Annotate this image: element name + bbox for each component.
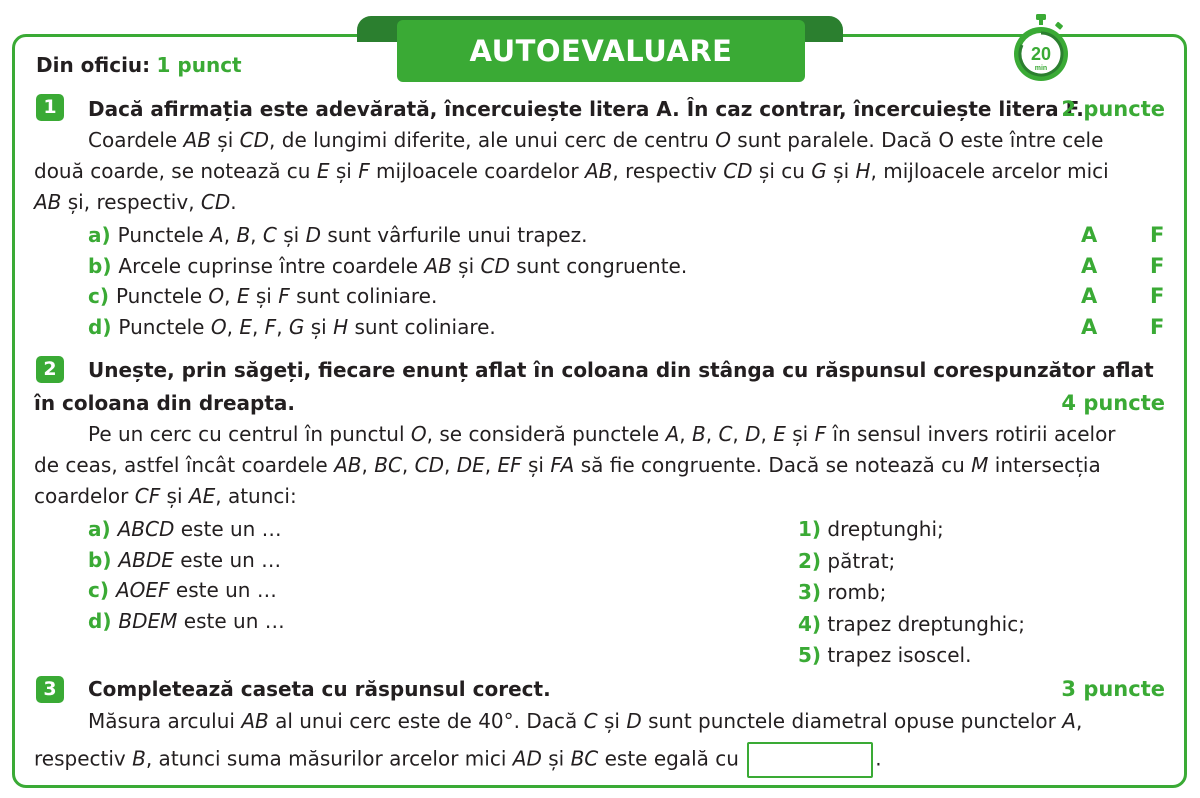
false-option[interactable]: F <box>1150 253 1165 278</box>
answer-item[interactable]: 5) trapez isoscel. <box>798 643 972 667</box>
question-3-points: 3 puncte <box>1061 677 1165 701</box>
question-1-points: 2 puncte <box>1061 97 1165 121</box>
question-3-number: 3 <box>36 676 64 703</box>
true-option[interactable]: A <box>1081 314 1098 339</box>
question-2-text-line2: de ceas, astfel încât coardele AB, BC, CD, DE, EF și FA să fie congruente. Dacă se notează cu M intersecția <box>34 453 1101 477</box>
question-2-points: 4 puncte <box>1061 391 1165 415</box>
question-3-text-line2: respectiv B, atunci suma măsurilor arcelor mici AD și BC este egală cu . <box>34 742 882 778</box>
question-3-text-line1: Măsura arcului AB al unui cerc este de 40°. Dacă C și D sunt punctele diametral opuse punctelor A, <box>88 709 1083 733</box>
question-1-text-line2: două coarde, se notează cu E și F mijloacele coardelor AB, respectiv CD și cu G și H, mijloacele arcelor mici <box>34 159 1109 183</box>
question-1-text-line1: Coardele AB și CD, de lungimi diferite, ale unui cerc de centru O sunt paralele. Dacă O este între cele <box>88 128 1104 152</box>
statement-item[interactable]: c) AOEF este un … <box>88 578 277 602</box>
true-option[interactable]: A <box>1081 223 1098 247</box>
question-2-text-line1: Pe un cerc cu centrul în punctul O, se consideră punctele A, B, C, D, E și F în sensul invers rotirii acelor <box>88 422 1116 446</box>
question-1-number: 1 <box>36 94 64 121</box>
page-title: AUTOEVALUARE <box>397 20 805 82</box>
question-2-instruction-line2: în coloana din dreapta. <box>34 391 296 415</box>
question-2-number: 2 <box>36 356 64 383</box>
question-1-instruction: Dacă afirmația este adevărată, încercuiește litera A. În caz contrar, încercuiește litera F. <box>88 97 1084 121</box>
answer-item[interactable]: 4) trapez dreptunghic; <box>798 611 1025 636</box>
question-1-item: c) Punctele O, E și F sunt coliniare. <box>88 284 438 308</box>
true-option[interactable]: A <box>1081 284 1098 308</box>
statement-item[interactable]: d) BDEM este un … <box>88 608 285 633</box>
false-option[interactable]: F <box>1150 223 1165 247</box>
answer-item[interactable]: 1) dreptunghi; <box>798 517 944 541</box>
question-2-instruction-line1: Unește, prin săgeți, fiecare enunț aflat în coloana din stânga cu răspunsul corespunzător aflat <box>88 358 1154 382</box>
answer-item[interactable]: 2) pătrat; <box>798 548 896 573</box>
timer-value: 20 <box>1030 44 1052 64</box>
question-3-instruction: Completează caseta cu răspunsul corect. <box>88 677 551 701</box>
statement-item[interactable]: b) ABDE este un … <box>88 547 282 572</box>
false-option[interactable]: F <box>1150 314 1165 339</box>
question-2-text-line3: coardelor CF și AE, atunci: <box>34 484 297 508</box>
true-option[interactable]: A <box>1081 253 1098 278</box>
item-label: b) <box>88 253 119 278</box>
answer-box[interactable] <box>747 742 873 778</box>
timer-unit: min <box>1034 65 1048 72</box>
question-1-item: d) Punctele O, E, F, G și H sunt coliniare. <box>88 314 496 339</box>
question-1-text-line3: AB și, respectiv, CD. <box>34 190 237 214</box>
item-label: a) <box>88 223 118 247</box>
din-oficiu: Din oficiu: 1 punct <box>36 53 242 77</box>
answer-item[interactable]: 3) romb; <box>798 580 887 604</box>
stopwatch-icon <box>1011 12 1071 84</box>
statement-item[interactable]: a) ABCD este un … <box>88 517 282 541</box>
question-1-item: a) Punctele A, B, C și D sunt vârfurile unui trapez. <box>88 223 588 247</box>
question-1-item: b) Arcele cuprinse între coardele AB și CD sunt congruente. <box>88 253 688 278</box>
false-option[interactable]: F <box>1150 284 1165 308</box>
item-label: c) <box>88 284 116 308</box>
item-label: d) <box>88 314 119 339</box>
